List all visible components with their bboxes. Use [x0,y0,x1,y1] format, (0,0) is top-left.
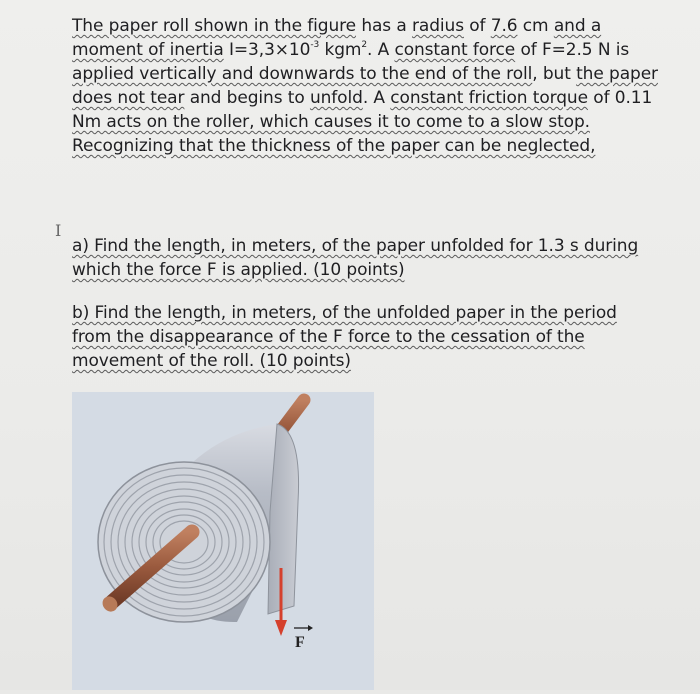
question-a [72,234,682,282]
problem-line-5: Nm acts on the roller, which causes it to come to a slow stop. [72,112,590,132]
force-arrowhead [275,620,287,636]
problem-line-6: Recognizing that the thickness of the paper can be neglected, [72,136,596,156]
problem-line-4: does not tear and begins to unfold. A constant friction torque of 0.11 [72,88,653,108]
problem-line-2: moment of inertia $I=3,3\times 10^{-3}$ kgm$^2$. A constant force of F=2.5 N is [72,40,630,60]
problem-line-1: The paper roll shown in the figure has a radius of 7.6 cm and a [72,16,602,36]
question-b-line-3: movement of the roll. (10 points) [72,351,351,371]
paper-roll-figure [72,392,374,690]
question-b-line-1: b) Find the length, in meters, of the unfolded paper in the period [72,303,617,323]
problem-statement [72,14,682,158]
question-b-line-2: from the disappearance of the F force to the cessation of the [72,327,585,347]
question-b [72,301,682,373]
problem-line-3: applied vertically and downwards to the end of the roll, but the paper [72,64,658,84]
text-cursor-icon: I [55,221,62,240]
question-a-line-1: a) Find the length, in meters, of the paper unfolded for 1.3 s during [72,236,639,256]
paper-roll-illustration [72,392,374,690]
force-label: F [295,634,305,651]
question-a-line-2: which the force F is applied. (10 points) [72,260,405,280]
